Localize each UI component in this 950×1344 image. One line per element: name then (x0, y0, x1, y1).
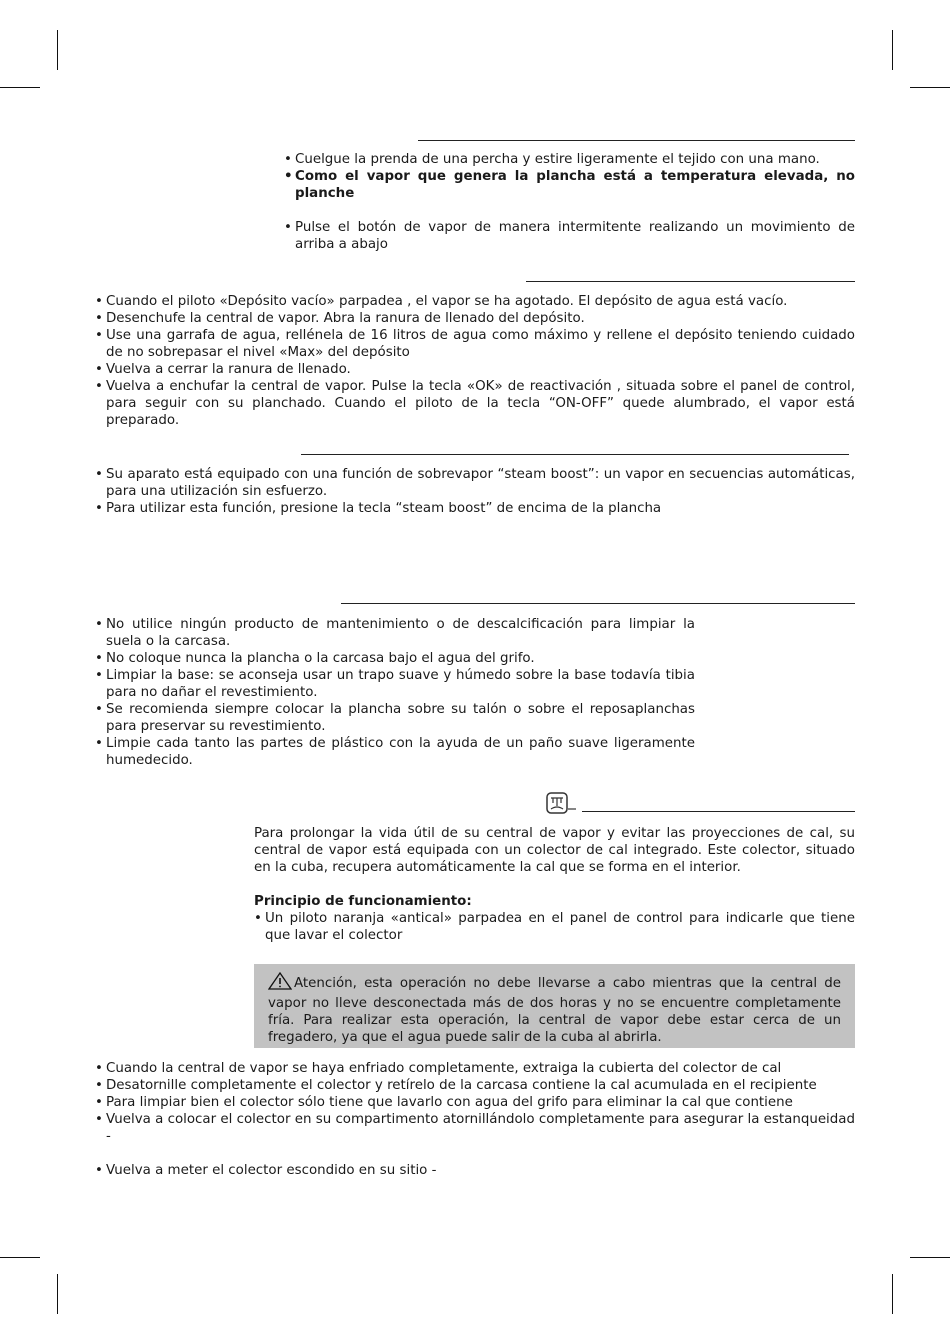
list-item: • Cuando el piloto «Depósito vacío» parpadea , el vapor se ha agotado. El depósito de agua está vacío. (95, 293, 855, 310)
anticalc-intro-block (254, 825, 855, 944)
warning-triangle-icon (268, 972, 292, 995)
vertical-steam-list (284, 151, 855, 253)
steam-boost-list (95, 466, 855, 517)
list-item: • Vuelva a meter el colector escondido en su sitio - (95, 1162, 855, 1179)
list-item: • Vuelva a enchufar la central de vapor. Pulse la tecla «OK» de reactivación , situada sobre el panel de control, para seguir con su planchado. Cuando el piloto de la tecla “ON-OFF” quede alumbrado, el vapor está preparado. (95, 378, 855, 429)
list-item: • Vuelva a colocar el colector en su compartimento atornillándolo completamente para asegurar la estanqueidad - (95, 1111, 855, 1145)
warning-box (254, 964, 855, 1048)
anticalc-intro: Para prolongar la vida útil de su central de vapor y evitar las proyecciones de cal, su central de vapor está equipada con un colector de cal integrado. Este colector, situado en la cuba, recupera automáticamente la cal que se forma en el interior. (254, 826, 855, 875)
list-item: • Vuelva a cerrar la ranura de llenado. (95, 361, 855, 378)
section-rule (526, 281, 855, 282)
list-item: • Un piloto naranja «antical» parpadea en el panel de control para indicarle que tiene que lavar el colector (254, 910, 855, 944)
section-rule (341, 603, 855, 604)
crop-mark (57, 1274, 58, 1314)
list-item: • Para utilizar esta función, presione la tecla “steam boost” de encima de la plancha (95, 500, 855, 517)
list-item: • No coloque nunca la plancha o la carcasa bajo el agua del grifo. (95, 650, 695, 667)
maintenance-list (95, 616, 695, 769)
list-item: • Se recomienda siempre colocar la plancha sobre su talón o sobre el reposaplanchas para preservar su revestimiento. (95, 701, 695, 735)
list-item: • Para limpiar bien el colector sólo tiene que lavarlo con agua del grifo para eliminar la cal que contiene (95, 1094, 855, 1111)
list-item: • No utilice ningún producto de mantenimiento o de descalcificación para limpiar la suela o la carcasa. (95, 616, 695, 650)
crop-mark (57, 30, 58, 70)
list-item: • Desenchufe la central de vapor. Abra la ranura de llenado del depósito. (95, 310, 855, 327)
subheading-principle: Principio de funcionamiento: (254, 894, 472, 909)
list-item: • Cuando la central de vapor se haya enfriado completamente, extraiga la cubierta del colector de cal (95, 1060, 855, 1077)
crop-mark (0, 1257, 40, 1258)
anticalc-collector-icon (545, 791, 579, 817)
crop-mark (910, 1257, 950, 1258)
list-item: • Limpiar la base: se aconseja usar un trapo suave y húmedo sobre la base todavía tibia para no dañar el revestimiento. (95, 667, 695, 701)
crop-mark (892, 30, 893, 70)
section-rule (418, 140, 855, 141)
cleaning-steps-list (95, 1060, 855, 1179)
principle-list (254, 910, 855, 944)
crop-mark (910, 87, 950, 88)
list-item: • Use una garrafa de agua, rellénela de 16 litros de agua como máximo y rellene el depósito teniendo cuidado de no sobrepasar el nivel «Max» del depósito (95, 327, 855, 361)
section-rule (582, 811, 855, 812)
list-item: • Desatornille completamente el colector y retírelo de la carcasa contiene la cal acumulada en el recipiente (95, 1077, 855, 1094)
crop-mark (0, 87, 40, 88)
list-item: • Limpie cada tanto las partes de plástico con la ayuda de un paño suave ligeramente humedecido. (95, 735, 695, 769)
list-item: • Cuelgue la prenda de una percha y estire ligeramente el tejido con una mano. (284, 151, 855, 168)
list-item: • Pulse el botón de vapor de manera intermitente realizando un movimiento de arriba a abajo (284, 219, 855, 253)
refill-tank-list (95, 293, 855, 429)
list-item: • Como el vapor que genera la plancha está a temperatura elevada, no planche (284, 168, 855, 202)
section-rule (301, 454, 849, 455)
list-item: • Su aparato está equipado con una función de sobrevapor “steam boost”: un vapor en secuencias automáticas, para una utilización sin esfuerzo. (95, 466, 855, 500)
crop-mark (892, 1274, 893, 1314)
warning-text: Atención, esta operación no debe llevarse a cabo mientras que la central de vapor no lleve desconectada más de dos horas y no se encuentre completamente fría. Para realizar esta operación, la central de vapor debe estar cerca de un fregadero, ya que el agua puede salir de la cuba al abrirla. (268, 976, 841, 1045)
